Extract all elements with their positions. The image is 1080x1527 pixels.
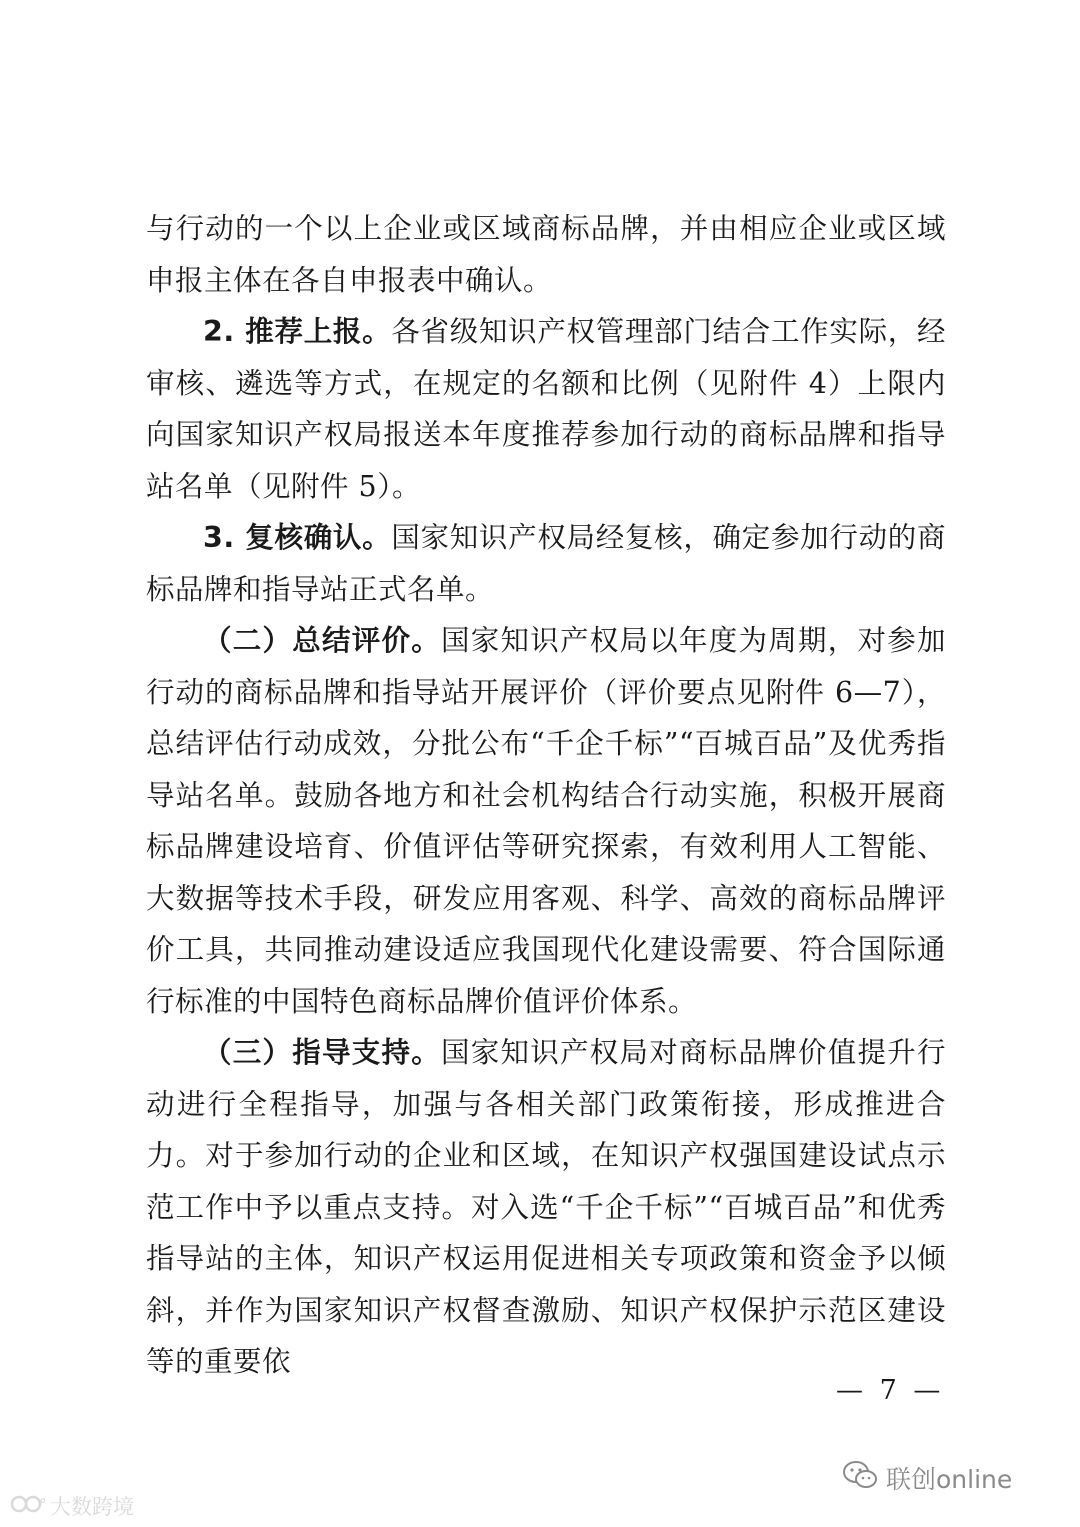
paragraph-3-heading: 3. 复核确认。 [203,521,392,554]
paragraph-4-heading: （二）总结评价。 [203,624,441,657]
paragraph-4 [146,615,946,1027]
paragraph-4-text: 国家知识产权局以年度为周期，对参加行动的商标品牌和指导站开展评价（评价要点见附件 6—7），总结评估行动成效，分批公布“千企千标”“百城百品”及优秀指导站名单。鼓励各地方和社会机构结合行动实施，积极开展商标品牌建设培育、价值评估等研究探索，有效利用人工智能、大数据等技术手段，研发应用客观、科学、高效的商标品牌评价工具，共同推动建设适应我国现代化建设需要、符合国际通行标准的中国特色商标品牌价值评价体系。 [146,624,946,1018]
paragraph-2 [146,306,946,512]
paragraph-5 [146,1027,946,1388]
svg-text:o: o [40,1495,46,1506]
paragraph-3 [146,512,946,615]
watermark-right [842,1460,1012,1496]
watermark-right-text: 联创online [886,1465,1013,1494]
paragraph-5-heading: （三）指导支持。 [203,1036,441,1069]
brand-logo-icon [10,1493,46,1520]
watermark-left-text: 大数跨境 [50,1495,134,1519]
body-text [146,203,946,1388]
paragraph-2-heading: 2. 推荐上报。 [203,315,392,348]
paragraph-2-text: 各省级知识产权管理部门结合工作实际，经审核、遴选等方式，在规定的名额和比例（见附件 4）上限内向国家知识产权局报送本年度推荐参加行动的商标品牌和指导站名单（见附件 5）。 [146,315,946,503]
paragraph-1 [146,203,946,306]
paragraph-5-text: 国家知识产权局对商标品牌价值提升行动进行全程指导，加强与各相关部门政策衔接，形成推进合力。对于参加行动的企业和区域，在知识产权强国建设试点示范工作中予以重点支持。对入选“千企千标”“百城百品”和优秀指导站的主体，知识产权运用促进相关专项政策和资金予以倾斜，并作为国家知识产权督查激励、知识产权保护示范区建设等的重要依 [146,1036,946,1378]
wechat-icon [842,1460,878,1496]
watermark-left [10,1491,134,1521]
page-number: — 7 — [836,1375,945,1406]
paragraph-1-text: 与行动的一个以上企业或区域商标品牌，并由相应企业或区域申报主体在各自申报表中确认。 [146,212,946,297]
paragraph-3-text: 国家知识产权局经复核，确定参加行动的商标品牌和指导站正式名单。 [146,521,946,606]
